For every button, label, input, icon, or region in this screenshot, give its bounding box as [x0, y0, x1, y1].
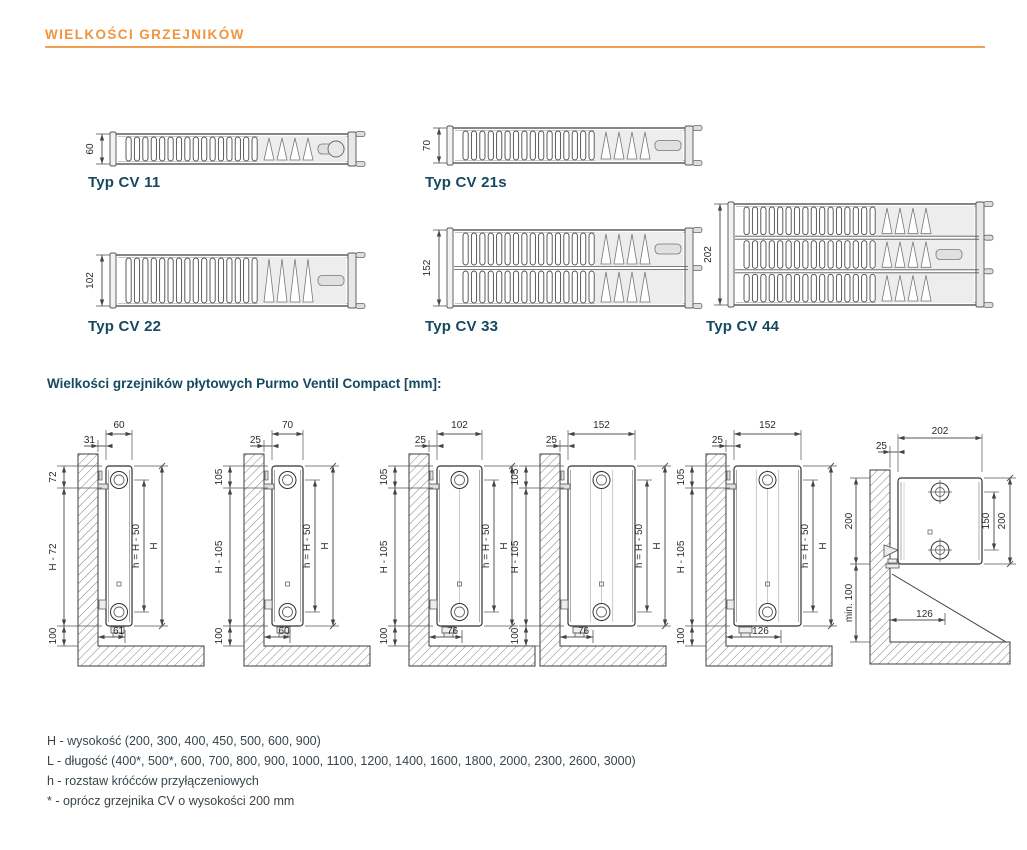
dimension-value: 126 — [916, 609, 933, 620]
dimension-value: H — [818, 542, 829, 550]
dimension-value: 100 — [379, 627, 390, 645]
dimension-value: 70 — [281, 420, 294, 431]
dimension-value: 105 — [676, 468, 687, 486]
dimension-value: h = H - 50 — [800, 523, 811, 569]
dimension-value: 105 — [510, 468, 521, 486]
dimension-value: 152 — [759, 420, 776, 431]
dimension-value: 100 — [510, 627, 521, 645]
radiator-top-view-drawing-2 — [84, 247, 370, 316]
dimension-value: 100 — [214, 627, 225, 645]
dimension-value: 25 — [711, 435, 723, 446]
dimension-value: 60 — [278, 626, 290, 637]
dimension-value: H - 105 — [379, 540, 390, 574]
dimension-value: H — [652, 542, 663, 550]
dimension-value: 126 — [752, 626, 769, 637]
footnote-line-0: H - wysokość (200, 300, 400, 450, 500, 600, 900) — [47, 734, 321, 748]
dimension-value: 152 — [593, 420, 610, 431]
cross-section-diagram-3 — [506, 414, 674, 669]
dimension-value: 72 — [48, 471, 59, 483]
corner-mounting-diagram — [840, 414, 1022, 669]
dimension-value: 202 — [931, 426, 949, 437]
dimension-value: H — [149, 542, 160, 550]
dimension-value: 100 — [48, 627, 59, 645]
dimension-value: min. 100 — [844, 583, 855, 623]
radiator-top-view-drawing-1 — [421, 120, 707, 173]
dimension-value: h = H - 50 — [131, 523, 142, 569]
dimension-value: H — [499, 542, 510, 550]
footnote-line-3: * - oprócz grzejnika CV o wysokości 200 mm — [47, 794, 295, 808]
radiator-type-label-1: Typ CV 21s — [425, 174, 507, 191]
dimension-value: h = H - 50 — [481, 523, 492, 569]
cross-section-diagram-0 — [44, 414, 212, 669]
footnotes — [47, 731, 636, 811]
dimension-value: 105 — [214, 468, 225, 486]
dimension-value: 200 — [997, 512, 1008, 530]
radiator-top-view-drawing-0 — [84, 126, 370, 174]
radiator-top-view-drawing-3 — [421, 222, 707, 316]
dimension-value: 25 — [545, 435, 557, 446]
dimension-value: 25 — [414, 435, 426, 446]
title-rule — [45, 46, 985, 48]
section-subtitle: Wielkości grzejników płytowych Purmo Ventil Compact [mm]: — [47, 376, 442, 391]
dimension-value: H - 105 — [676, 540, 687, 574]
dimension-value: h = H - 50 — [302, 523, 313, 569]
footnote-line-2: h - rozstaw króćców przyłączeniowych — [47, 774, 259, 788]
dimension-value: H - 105 — [214, 540, 225, 574]
dimension-value: h = H - 50 — [634, 523, 645, 569]
dimension-value: 70 — [422, 139, 433, 152]
dimension-value: 100 — [676, 627, 687, 645]
cross-section-diagram-1 — [210, 414, 378, 669]
dimension-value: 202 — [703, 246, 714, 263]
radiator-type-label-3: Typ CV 33 — [425, 318, 499, 335]
dimension-value: 200 — [844, 512, 855, 530]
dimension-value: 76 — [577, 626, 590, 637]
radiator-type-label-4: Typ CV 44 — [706, 318, 780, 335]
dimension-value: 102 — [451, 420, 468, 431]
footnote-line-1: L - długość (400*, 500*, 600, 700, 800, 900, 1000, 1100, 1200, 1400, 1600, 1800, 2000, 2300, 2600, 3000) — [47, 754, 636, 768]
dimension-value: 61 — [112, 626, 125, 637]
dimension-value: H - 105 — [510, 540, 521, 574]
dimension-value: H — [320, 542, 331, 550]
dimension-value: 76 — [446, 626, 459, 637]
dimension-value: 25 — [249, 435, 261, 446]
radiator-type-label-2: Typ CV 22 — [88, 318, 162, 335]
dimension-value: 150 — [981, 512, 992, 530]
dimension-value: 60 — [113, 420, 125, 431]
radiator-type-label-0: Typ CV 11 — [88, 174, 161, 191]
radiator-top-view-drawing-4 — [702, 196, 998, 315]
dimension-value: H - 72 — [48, 543, 59, 571]
dimension-value: 31 — [83, 435, 95, 446]
dimension-value: 105 — [379, 468, 390, 486]
dimension-value: 102 — [85, 272, 96, 289]
page-title: WIELKOŚCI GRZEJNIKÓW — [45, 27, 245, 42]
dimension-value: 60 — [85, 143, 96, 155]
dimension-value: 152 — [422, 259, 433, 277]
dimension-value: 25 — [875, 441, 887, 452]
cross-section-diagram-4 — [672, 414, 840, 669]
